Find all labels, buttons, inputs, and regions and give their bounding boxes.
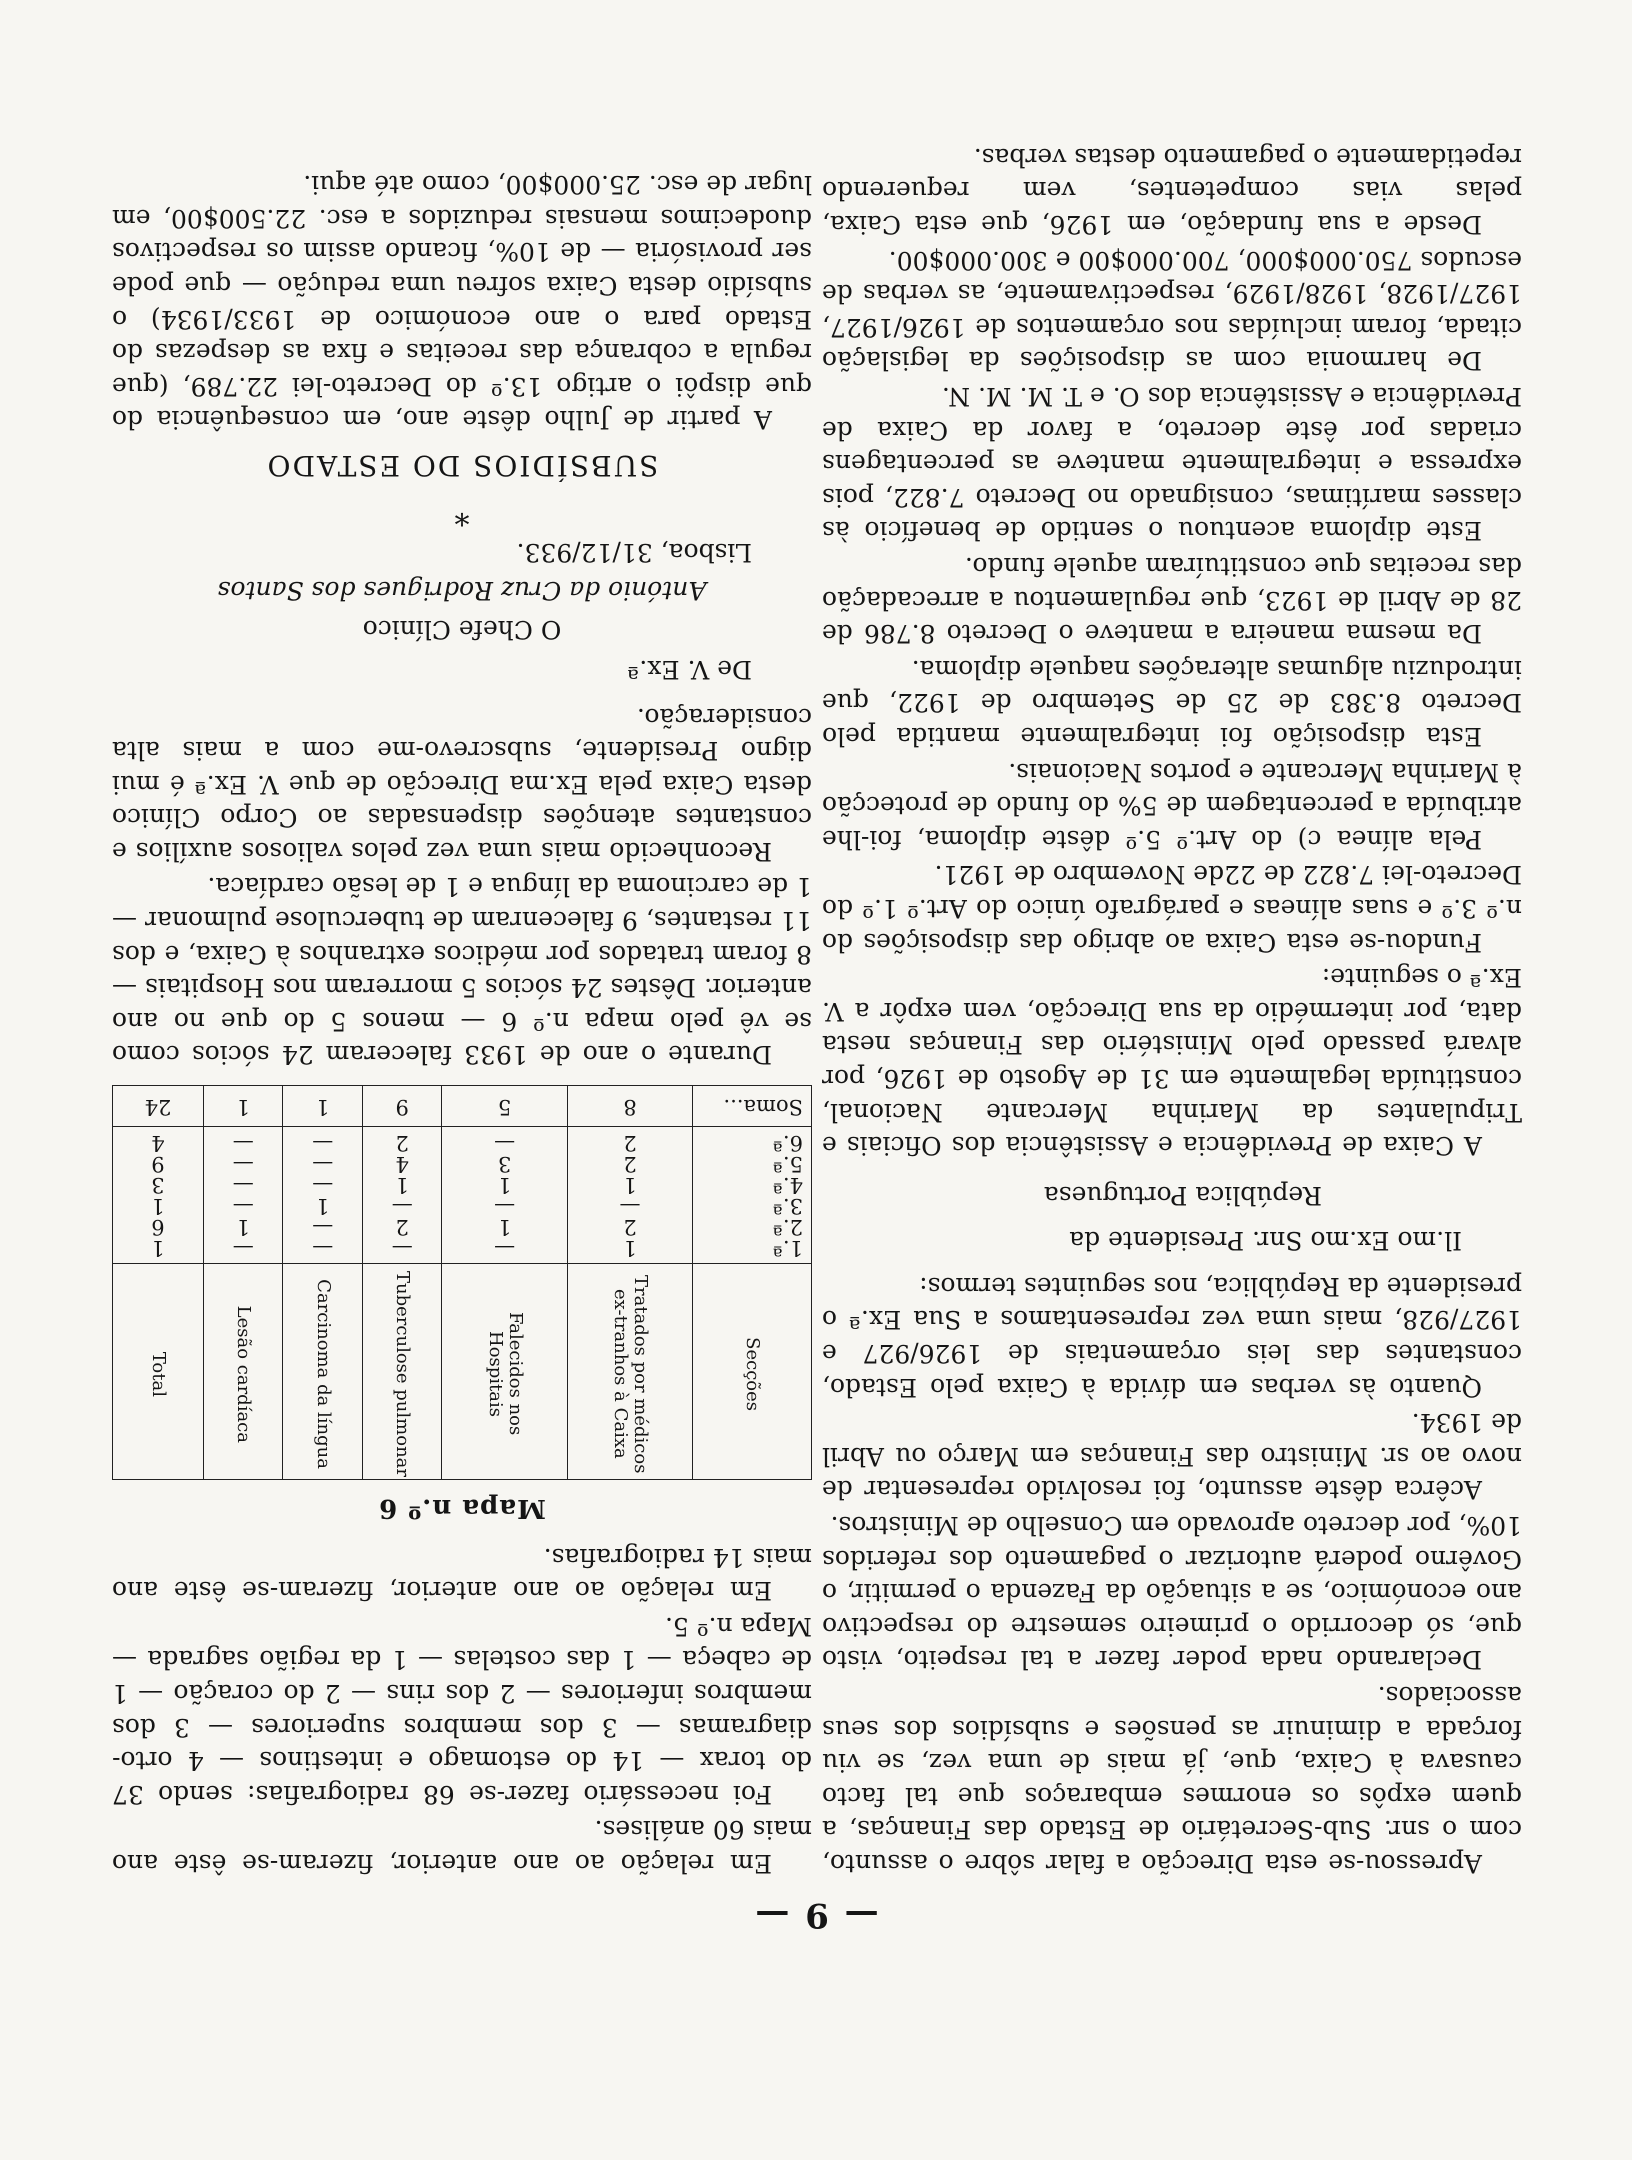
signature-name: António da Cruz Rodrigues dos Santos xyxy=(217,575,707,605)
diploma-paragraph: Este diploma acentuou o sentido de benefício às classes marítimas, consignado no Decreto 7.822, pois expressa e integralmente manteve as percentagens criadas por êste decreto, a favor da Caixa de Previdência e Assistência dos O. e T. M. M. N. xyxy=(822,382,1522,546)
header-carcinoma: Carcinoma da língua xyxy=(283,1264,363,1480)
header-falecidos: Falecidos nos Hospitais xyxy=(442,1264,567,1480)
addressee: República Portuguesa xyxy=(1043,1180,1322,1210)
soma-lesao: 1 xyxy=(203,1086,283,1127)
disposicao-paragraph: Esta disposição foi integralmente mantida pelo Decreto 8.383 de 25 de Setembro de 1922, que introduziu algumas alterações naquele diploma. xyxy=(822,654,1522,751)
radiografias-comparison: Em relação ao ano anterior, fizeram-se êste ano mais 14 radiografias. xyxy=(112,1542,812,1606)
page-number: — 9 — xyxy=(753,1895,879,1935)
quanto-paragraph: Quanto às verbas em dívida à Caixa pelo Estado, constantes das leis orçamentais de 1926/927 e 1927/928, mais uma vez representamos a Sua Ex.ª o presidente da República, nos seguintes termos: xyxy=(822,1271,1522,1402)
mapa-table xyxy=(112,1085,812,1480)
falecimentos-paragraph: Durante o ano de 1933 faleceram 24 sócios como se vê pelo mapa n.º 6 — menos 5 do que no ano anterior. Dêstes 24 sócios 5 morreram nos Hospitais — 8 foram tratados por médicos extranhos à Caixa, e dos 11 restantes, 9 falecenram de tuberculose pulmonar — 1 de carcinoma da língua e 1 de lesão cardíaca. xyxy=(112,872,812,1070)
falecidos-cell: — 1 — 1 3 — xyxy=(442,1127,567,1264)
tratados-cell: 1 2 — 1 2 2 xyxy=(567,1127,692,1264)
carcinoma-cell: — — 1 — — — xyxy=(283,1127,363,1264)
soma-label: Soma... xyxy=(693,1086,812,1127)
mesma-paragraph: Da mesma maneira a manteve o Decreto 8.786 de 28 de Abril de 1923, que regulamentou a arrecadação das receitas que constituíram aquele fundo. xyxy=(822,552,1522,649)
total-cell: 1 6 1 3 9 4 xyxy=(113,1127,204,1264)
signature-title: O Chefe Clínico xyxy=(362,615,562,645)
mapa-title: Mapa n.º 6 xyxy=(378,1493,546,1524)
fundou-paragraph: Fundou-se esta Caixa ao abrigo das disposições do n.º 3.º e suas alíneas e parágrafo único do Art.º 1.º do Decreto-lei 7.822 de 22de Novembro de 1921. xyxy=(822,860,1522,957)
intro-paragraph: Em relação ao ano anterior, fizeram-se êste ano mais 60 análises. xyxy=(112,1815,812,1878)
header-lesao: Lesão cardíaca xyxy=(203,1264,283,1480)
soma-carcinoma: 1 xyxy=(283,1086,363,1127)
radiografias-paragraph: Foi necessário fazer-se 68 radiografias: sendo 37 do torax — 14 do estomago e intestinos — 4 orto-diagramas — 3 dos membros superiores — 3 dos membros inferiores — 2 dos rins — 2 do coração — 1 de cabeça — 1 das costelas — 1 da região sagrada — Mapa n.º 5. xyxy=(112,1611,812,1809)
salutation: Il.mo Ex.mo Snr. Presidente da xyxy=(1069,1226,1462,1256)
soma-tuberculose: 9 xyxy=(362,1086,442,1127)
header-seccoes: Secções xyxy=(693,1264,812,1480)
lesao-cell: — 1 — — — — xyxy=(203,1127,283,1264)
caixa-paragraph: A Caixa de Previdência e Assistência dos Oficiais e Tripulantes da Marinha Mercante Nacional, constituída legalmente em 31 de Agosto de 1926, por alvará passado pelo Ministério das Finanças nesta data, por intermédio da sua Direcção, vem expôr a V. Ex.ª o seguinte: xyxy=(822,963,1522,1161)
subsidios-paragraph: A partir de Julho dêste ano, em consequência do que dispôi o artigo 13.º do Decreto-lei 22.789, (que regula a cobrança das receitas e fixa as despezas do Estado para o ano económico de 1933/1934) o subsídio desta Caixa sofreu uma redução — que pode ser provisória — de 10%, ficando assim os respectivos duodecimos mensais reduzidos a esc. 22.500$00, em lugar de esc. 25.000$00, como até aqui. xyxy=(112,170,812,435)
header-tuberculose: Tuberculose pulmonar xyxy=(362,1264,442,1480)
harmonia-paragraph: De harmonia com as disposições da legislação citada, foram incluídas nos orçamentos de 1926/1927, 1927/1928, 1928/1929, respectivamente, as verbas de escudos 750.000$000, 700.000$00 e 300.000$00. xyxy=(822,245,1522,376)
table-row xyxy=(113,1127,812,1264)
acerca-paragraph: Acêrca dêste assunto, foi resolvido representar de novo ao sr. Ministro das Finanças em Março ou Abril de 1934. xyxy=(822,1408,1522,1505)
left-column xyxy=(822,138,1522,1880)
header-total: Total xyxy=(113,1264,204,1480)
signature-place-date: Lisboa, 31/12/933. xyxy=(516,538,752,568)
agradecimento-paragraph: Reconhecido mais uma vez pelos valiosos auxílios e constantes atenções dispensadas ao Corpo Clínico desta Caixa pela Ex.ma Direcção de que V. Ex.ª é mui digno Presidente, subscrevo-me com a mais alta consideração. xyxy=(112,702,812,866)
desde-paragraph: Desde a sua fundação, em 1926, que esta Caixa, pelas vias competentes, vem requerendo repetidamente o pagamento destas verbas. xyxy=(822,142,1522,240)
signature-salutation: De V. Ex.ª xyxy=(627,654,752,684)
soma-total: 24 xyxy=(113,1086,204,1127)
alinea-paragraph: Pela alínea c) do Art.º 5.º dêste diploma, foi-lhe atribuída a percentagem de 5% do fundo de protecção à Marinha Mercante e portos Nacionais. xyxy=(822,757,1522,854)
tuberculose-cell: — 2 — 1 4 2 xyxy=(362,1127,442,1264)
separator: * xyxy=(454,495,470,531)
apressou-paragraph: Apressou-se esta Direcção a falar sôbre o assunto, com o snr. Sub-Secretário de Estado das Finanças, a quem expôs os enormes embaraços que tal facto causava à Caixa, que, já mais de uma vez, se viu forçada a diminuir as pensões e subsídios dos seus associados. xyxy=(822,1681,1522,1878)
soma-row xyxy=(113,1086,812,1127)
declarando-paragraph: Declarando nada poder fazer a tal respeito, visto que, só decorrido o primeiro semestre do respectivo ano económico, se a situação da Fazenda o permitir, o Govêrno poderá autorizar o pagamento dos referidos 10%, por decreto aprovado em Conselho de Ministros. xyxy=(822,1511,1522,1675)
soma-falecidos: 5 xyxy=(442,1086,567,1127)
soma-tratados: 8 xyxy=(567,1086,692,1127)
sections-cell: 1.ª 2.ª 3.ª 4.ª 5.ª 6.ª xyxy=(693,1127,812,1264)
header-tratados: Tratados por médicos ex-tranhos à Caixa xyxy=(567,1264,692,1480)
right-column xyxy=(112,166,812,1880)
subsidios-heading: SUBSÍDIOS DO ESTADO xyxy=(265,448,659,482)
